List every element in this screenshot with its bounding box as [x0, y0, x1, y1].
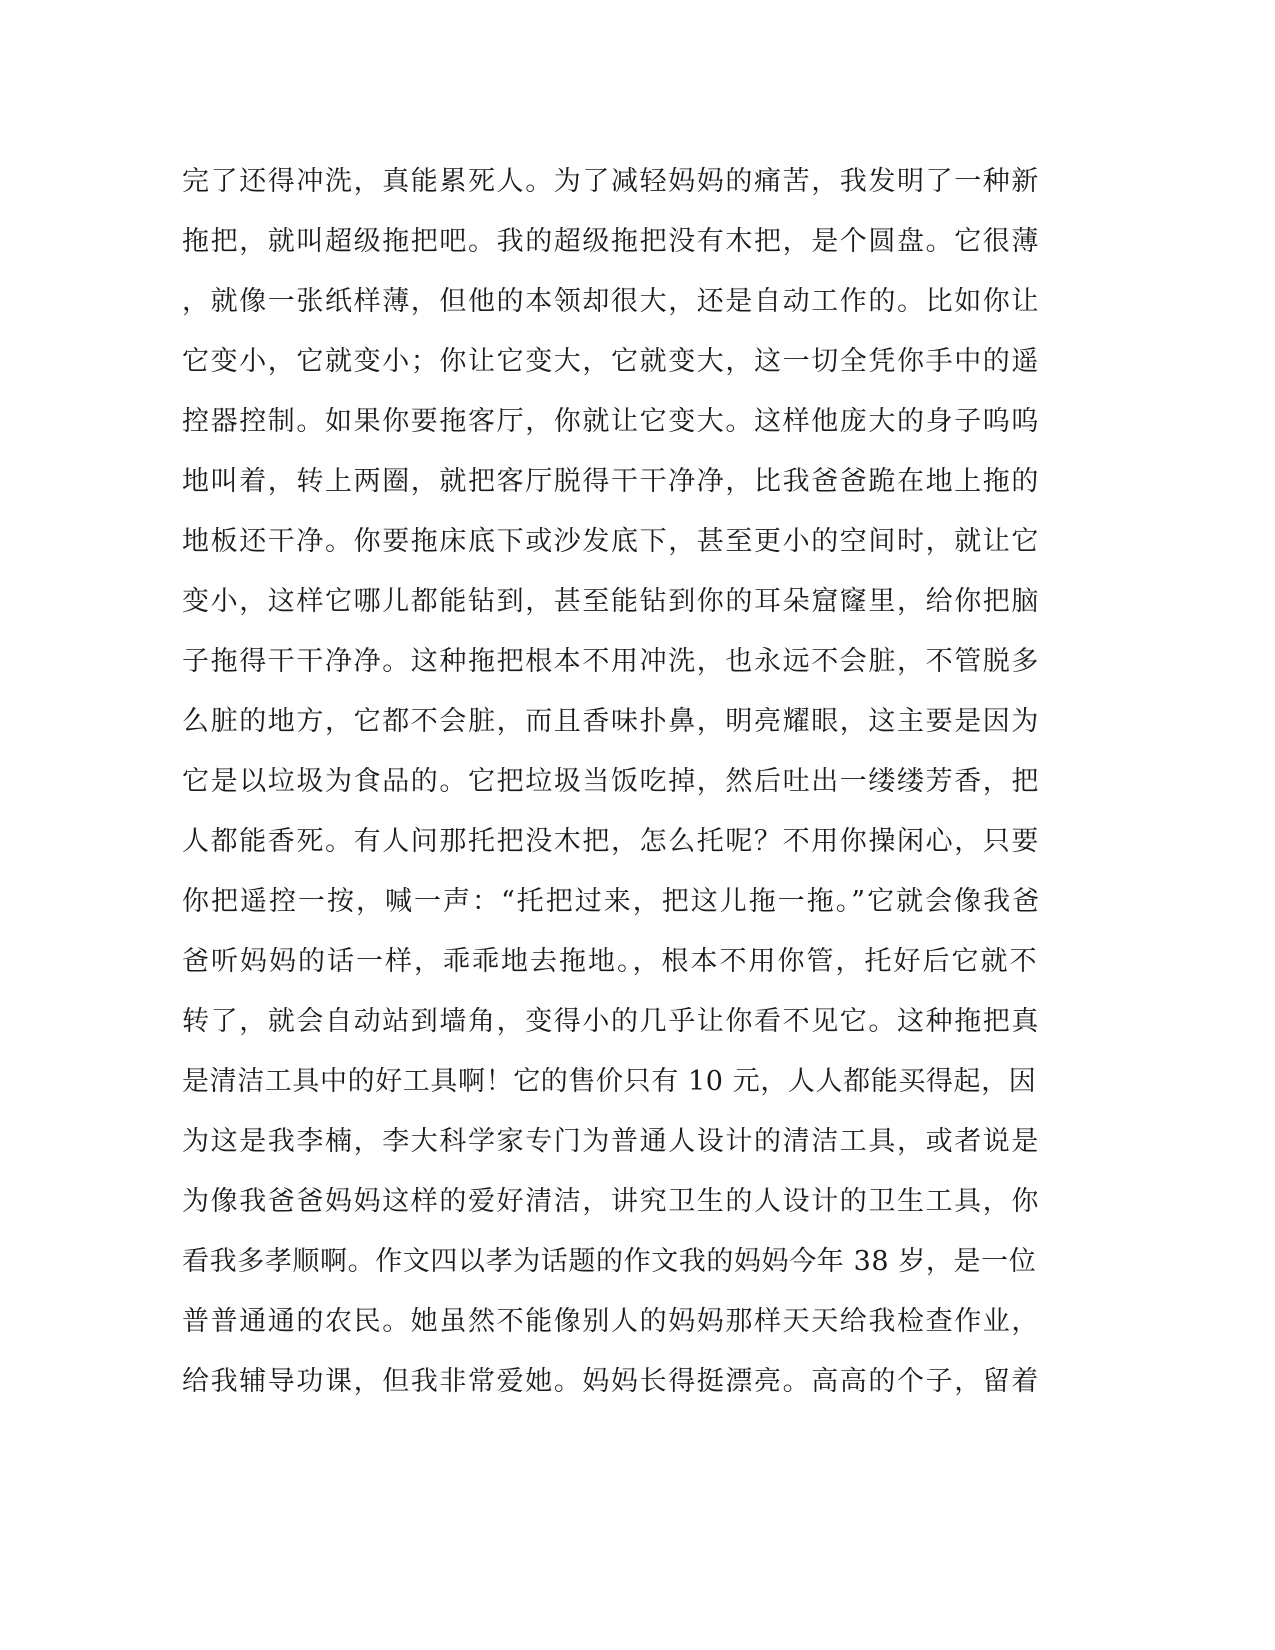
text-line: 子拖得干干净净。这种拖把根本不用冲洗，也永远不会脏，不管脱多: [182, 646, 1040, 677]
text-line: 它是以垃圾为食品的。它把垃圾当饭吃掉，然后吐出一缕缕芳香，把: [182, 766, 1040, 797]
text-line: 控器控制。如果你要拖客厅，你就让它变大。这样他庞大的身子呜呜: [182, 406, 1040, 437]
body-text: [182, 156, 1042, 1416]
text-line: 爸听妈妈的话一样，乖乖地去拖地。，根本不用你管，托好后它就不: [182, 946, 1039, 977]
text-line: 你把遥控一按，喊一声：“托把过来，把这儿拖一拖。”它就会像我爸: [182, 886, 1042, 917]
text-line: 为这是我李楠，李大科学家专门为普通人设计的清洁工具，或者说是: [182, 1126, 1040, 1157]
text-line: 完了还得冲洗，真能累死人。为了减轻妈妈的痛苦，我发明了一种新: [182, 166, 1040, 197]
text-line: 变小，这样它哪儿都能钻到，甚至能钻到你的耳朵窟窿里，给你把脑: [182, 586, 1040, 617]
text-line: 它变小，它就变小；你让它变大，它就变大，这一切全凭你手中的遥: [182, 346, 1040, 377]
text-line: 转了，就会自动站到墙角，变得小的几乎让你看不见它。这种拖把真: [182, 1006, 1040, 1037]
text-line: 人都能香死。有人问那托把没木把，怎么托呢？不用你操闲心，只要: [182, 826, 1040, 857]
text-line: 是清洁工具中的好工具啊！它的售价只有 10 元，人人都能买得起，因: [182, 1066, 1037, 1097]
text-line: 看我多孝顺啊。作文四以孝为话题的作文我的妈妈今年 38 岁，是一位: [182, 1246, 1037, 1277]
text-line: 拖把，就叫超级拖把吧。我的超级拖把没有木把，是个圆盘。它很薄: [182, 226, 1040, 257]
text-line: 普普通通的农民。她虽然不能像别人的妈妈那样天天给我检查作业，: [182, 1306, 1040, 1337]
text-line: 为像我爸爸妈妈这样的爱好清洁，讲究卫生的人设计的卫生工具，你: [182, 1186, 1040, 1217]
text-line: 给我辅导功课，但我非常爱她。妈妈长得挺漂亮。高高的个子，留着: [182, 1366, 1040, 1397]
text-line: ，就像一张纸样薄，但他的本领却很大，还是自动工作的。比如你让: [182, 286, 1040, 317]
text-line: 地板还干净。你要拖床底下或沙发底下，甚至更小的空间时，就让它: [182, 526, 1040, 557]
text-line: 地叫着，转上两圈，就把客厅脱得干干净净，比我爸爸跪在地上拖的: [182, 466, 1040, 497]
text-line: 么脏的地方，它都不会脏，而且香味扑鼻，明亮耀眼，这主要是因为: [182, 706, 1040, 737]
